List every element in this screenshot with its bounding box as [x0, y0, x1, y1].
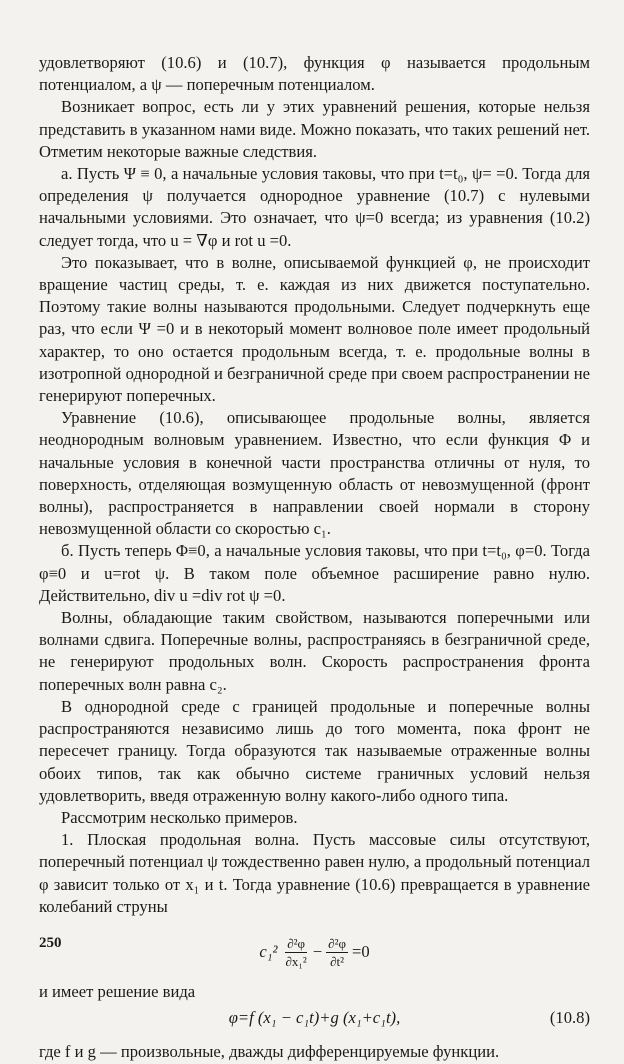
formula-minus: −	[312, 942, 323, 962]
equation-number: (10.8)	[549, 1008, 590, 1028]
fraction-2-numerator: ∂²φ	[328, 935, 346, 951]
formula-fraction-1	[283, 936, 308, 969]
paragraph-1: удовлетворяют (10.6) и (10.7), функция φ называется продольным потенциалом, а ψ — поперечным потенциалом.	[39, 53, 590, 95]
paragraph-12: где f и g — произвольные, дважды дифференцируемые функции.	[39, 1042, 500, 1062]
paragraph-3: а. Пусть Ψ ≡ 0, а начальные условия таковы, что при t=t₀, ψ= =0. Тогда для определения ψ получается однородное уравнение (10.7) с нулевыми начальными условиями. Это означает, что ψ=0 всегда; из уравнения (10.2) следует тогда, что u = ∇φ и rot u =0.	[39, 164, 590, 250]
formula-rhs: =0	[352, 942, 370, 962]
formula-fraction-2	[326, 936, 348, 969]
page-text	[39, 52, 590, 1064]
solution-equation	[39, 1007, 590, 1029]
formula-coefficient: c₁²	[259, 942, 278, 962]
paragraph-2: Возникает вопрос, есть ли у этих уравнений решения, которые нельзя представить в указанном нами виде. Можно показать, что таких решений нет. Отметим некоторые важные следствия.	[39, 97, 590, 161]
fraction-1-denominator: ∂x₁²	[285, 953, 307, 969]
paragraph-7: Волны, обладающие таким свойством, называются поперечными или волнами сдвига. Поперечные волны, распространяясь в безграничной среде, не генерируют продольных волн. Скорость распространения фронта поперечных волн равна c₂.	[39, 608, 590, 694]
wave-equation	[39, 936, 590, 969]
solution-expression: φ=f (x₁ − c₁t)+g (x₁+c₁t),	[228, 1008, 401, 1028]
fraction-1-numerator: ∂²φ	[287, 935, 306, 951]
paragraph-5: Уравнение (10.6), описывающее продольные волны, является неоднородным волновым уравнением. Известно, что если функция Φ и начальные условия в конечной части пространства отличны от нуля, то поверхность, отделяющая возмущенную область от невозмущенной (фронт волны), распространяется в направлении своей нормали в сторону невозмущенной области со скоростью c₁.	[39, 408, 590, 539]
paragraph-4: Это показывает, что в волне, описываемой функцией φ, не происходит вращение частиц среды, т. е. каждая из них движется поступательно. Поэтому такие волны называются продольными. Следует подчеркнуть еще раз, что если Ψ =0 и в некоторый момент волновое поле имеет продольный характер, то оно остается продольным всегда, т. е. продольные волны в изотропной однородной и безграничной среде при своем распространении не генерируют поперечных.	[39, 252, 590, 406]
page-number: 250	[39, 935, 62, 951]
paragraph-10: 1. Плоская продольная волна. Пусть массовые силы отсутствуют, поперечный потенциал ψ тождественно равен нулю, а продольный потенциал φ зависит только от x₁ и t. Тогда уравнение (10.6) превращается в уравнение колебаний струны	[39, 830, 590, 916]
paragraph-9: Рассмотрим несколько примеров.	[61, 807, 298, 827]
paragraph-8: В однородной среде с границей продольные и поперечные волны распространяются независимо лишь до того момента, пока фронт не пересечет границу. Тогда образуются так называемые отраженные волны обоих типов, так как обычно системе граничных условий нельзя удовлетворить, введя отраженную волну какого-либо одного типа.	[39, 696, 590, 805]
paragraph-6: б. Пусть теперь Φ≡0, а начальные условия таковы, что при t=t₀, φ=0. Тогда φ≡0 и u=rot ψ. В таком поле объемное расширение равно нулю. Действительно, div u =div rot ψ =0.	[39, 541, 590, 605]
paragraph-11: и имеет решение вида	[39, 981, 196, 1001]
fraction-2-denominator: ∂t²	[330, 953, 345, 969]
